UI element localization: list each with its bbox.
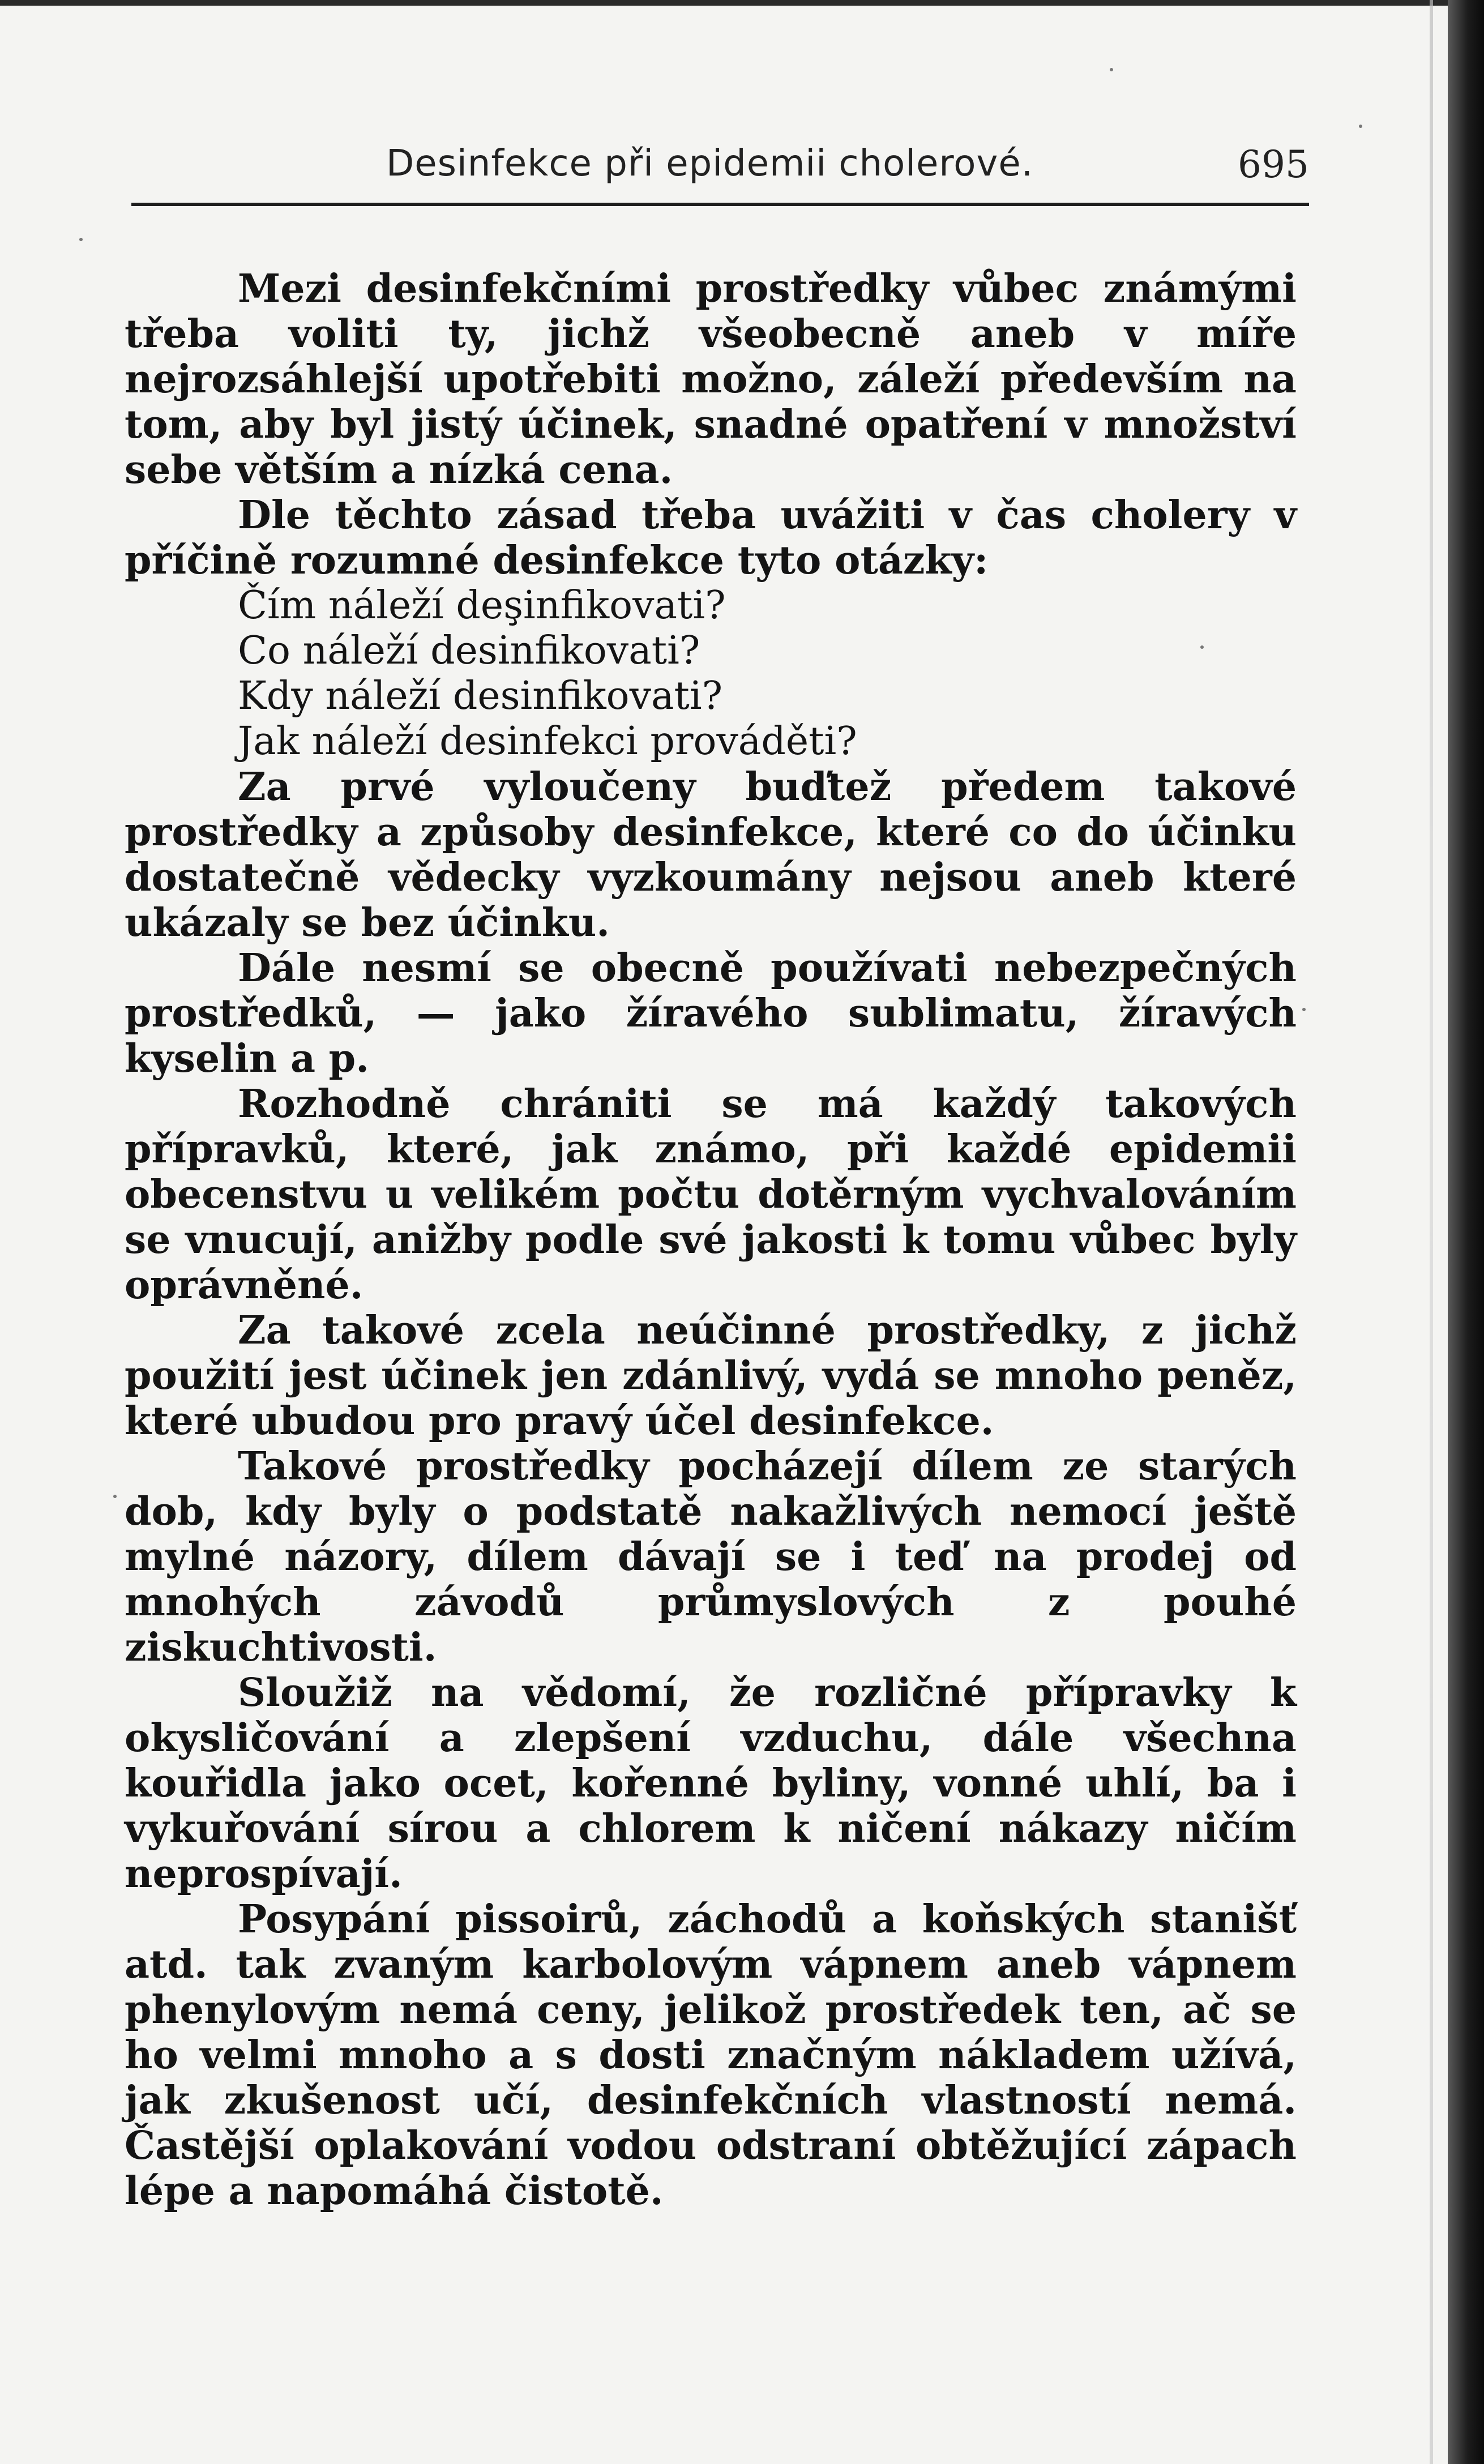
question-line: Kdy náleží desinfikovati? bbox=[238, 674, 723, 718]
paper-speck bbox=[79, 238, 83, 241]
header-rule bbox=[131, 203, 1309, 206]
paragraph: Dále nesmí se obecně používati nebezpečných prostředků, — jako žíravého sublimatu, žíravých kyselin a p. bbox=[125, 946, 1297, 1081]
paper-speck bbox=[1110, 68, 1113, 71]
paragraph: Mezi desinfekčními prostředky vůbec známými třeba voliti ty, jichž všeobecně aneb v míře nejrozsáhlejší upotřebiti možno, záleží především na tom, aby byl jistý účinek, snadné opatření v množství sebe větším a nízká cena. bbox=[125, 266, 1297, 493]
paper-speck bbox=[1359, 125, 1362, 128]
question-line: Co náleží desinfikovati? bbox=[238, 628, 700, 673]
body-text bbox=[125, 266, 1297, 2214]
page-number: 695 bbox=[1238, 143, 1309, 186]
paragraph: Za prvé vyloučeny buďtež předem takové prostředky a způsoby desinfekce, které co do účinku dostatečně vědecky vyzkoumány nejsou aneb které ukázaly se bez účinku. bbox=[125, 764, 1297, 946]
question-line: Čím náleží deşinfikovati? bbox=[238, 583, 726, 628]
paper-speck bbox=[1200, 645, 1204, 649]
running-title: Desinfekce při epidemii cholerové. bbox=[386, 143, 1034, 185]
paragraph: Posypání pissoirů, záchodů a koňských stanišť atd. tak zvaným karbolovým vápnem aneb vápnem phenylovým nemá ceny, jelikož prostředek ten, ač se ho velmi mnoho a s dosti značným nákladem užívá, jak zkušenost učí, desinfekčních vlastností nemá. Častější oplakování vodou odstraní obtěžující zápach lépe a napomáhá čistotě. bbox=[125, 1897, 1297, 2214]
page-fold-line bbox=[1430, 0, 1433, 2464]
paragraph: Dle těchto zásad třeba uvážiti v čas cholery v příčině rozumné desinfekce tyto otázky: bbox=[125, 493, 1297, 583]
paragraph: Sloužiž na vědomí, že rozličné přípravky k okysličování a zlepšení vzduchu, dále všechna kouřidla jako ocet, kořenné byliny, vonné uhlí, ba i vykuřování sírou a chlorem k ničení nákazy ničím neprospívají. bbox=[125, 1670, 1297, 1897]
running-header bbox=[131, 143, 1309, 205]
paragraph: Rozhodně chrániti se má každý takových přípravků, které, jak známo, při každé epidemii obecenstvu u velikém počtu dotěrným vychvalováním se vnucují, anižby podle své jakosti k tomu vůbec byly oprávněné. bbox=[125, 1081, 1297, 1308]
paper-speck bbox=[1302, 1008, 1306, 1011]
scan-right-edge bbox=[1448, 0, 1484, 2464]
paper-speck bbox=[113, 1495, 117, 1498]
paragraph: Za takové zcela neúčinné prostředky, z jichž použití jest účinek jen zdánlivý, vydá se mnoho peněz, které ubudou pro pravý účel desinfekce. bbox=[125, 1308, 1297, 1444]
scan-top-edge bbox=[0, 0, 1484, 6]
paragraph: Takové prostředky pocházejí dílem ze starých dob, kdy byly o podstatě nakažlivých nemocí ještě mylné názory, dílem dávají se i teď na prodej od mnohých závodů průmyslových z pouhé ziskuchtivosti. bbox=[125, 1444, 1297, 1670]
question-line: Jak náleží desinfekci prováděti? bbox=[238, 719, 857, 764]
